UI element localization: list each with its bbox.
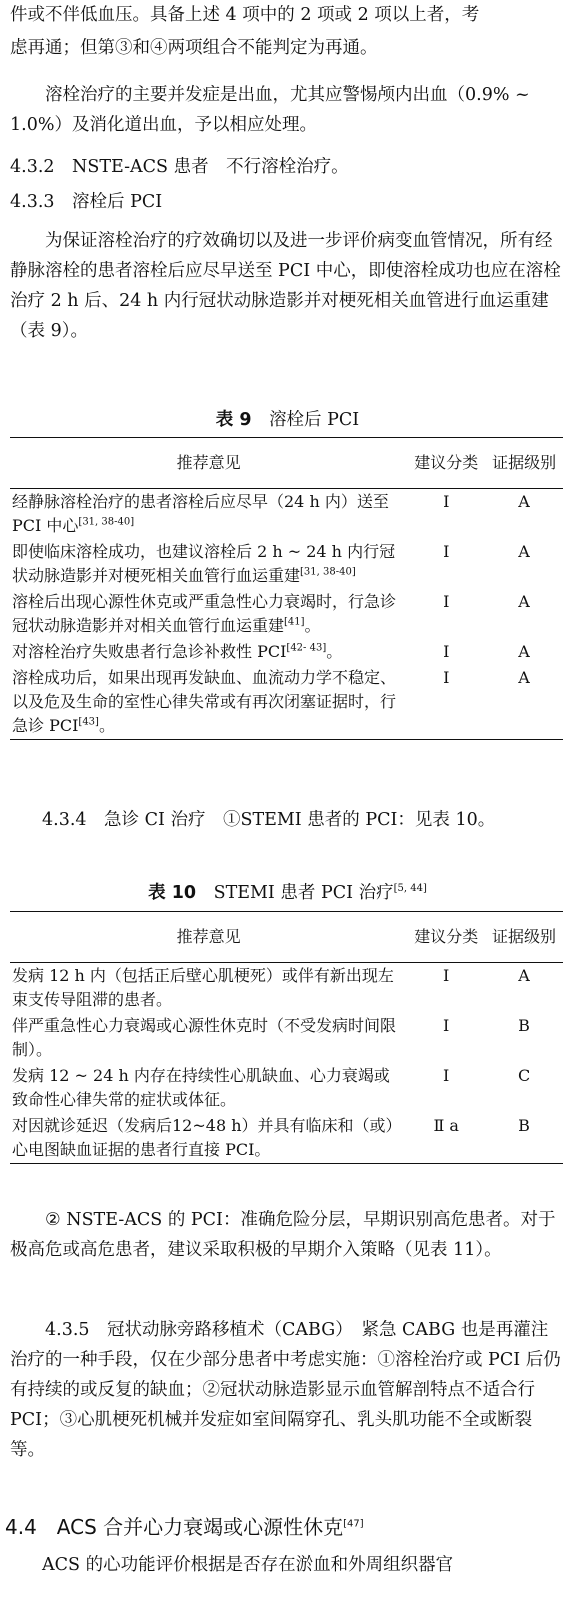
table-10-header-recommendation: 推荐意见 [10, 912, 407, 963]
table-9-cell-class: I [407, 665, 485, 740]
table-9-cell-class: I [443, 592, 450, 611]
table-row [10, 589, 563, 639]
table-10-cell-class: Ⅱ a [407, 1113, 485, 1164]
table-9-cell-recommendation: 对溶栓治疗失败患者行急诊补救性 PCI[42- 43]。 [12, 642, 343, 661]
table-row [10, 1063, 563, 1113]
table-9-title: 溶栓后 PCI [269, 410, 360, 430]
table-9-cell-recommendation: 经静脉溶栓治疗的患者溶栓后应尽早（24 h 内）送至 PCI 中心[31, 38-40] [12, 492, 389, 535]
table-9-cell-class: I [443, 542, 450, 561]
table-10-caption [0, 878, 575, 908]
table-9-cell-recommendation: 溶栓后出现心源性休克或严重急性心力衰竭时，行急诊冠状动脉造影并对相关血管行血运重建[41]。 [12, 592, 397, 635]
table-10-cell-class: I [443, 1066, 450, 1085]
table-row [10, 665, 563, 740]
table-10-cell-class: I [443, 1016, 450, 1035]
table-10-label: 表 10 [148, 883, 197, 903]
table-10-cell-recommendation: 伴严重急性心力衰竭或心源性休克时（不受发病时间限制）。 [12, 1016, 397, 1059]
last-line: ACS 的心功能评价根据是否存在淤血和外周组织器官 [42, 1555, 454, 1575]
table-9-caption [0, 405, 575, 435]
table-row [10, 489, 563, 540]
table-9-header-level: 证据级别 [485, 438, 563, 489]
table-9-cell-level: A [518, 542, 530, 561]
table-10-cell-level: A [518, 966, 530, 985]
table-row [10, 963, 563, 1014]
table-9 [10, 437, 563, 740]
table-9-cell-level: A [518, 592, 530, 611]
table-9-cell-level: A [518, 642, 530, 661]
table-9-cell-level: A [485, 665, 563, 740]
table-10-cell-level: C [517, 1066, 531, 1085]
section-4-3-5-paragraph: 4.3.5 冠状动脉旁路移植术（CABG） 紧急 CABG 也是再灌注治疗的一种手段，仅在少部分患者中考虑实施：①溶栓治疗或 PCI 后仍有持续的或反复的缺血；②冠状动脉造影显示血管解剖特点不适合行 PCI；③心肌梗死机械并发症如室间隔穿孔、乳头肌功能不全或断裂等。 [10, 1320, 561, 1460]
section-4-3-3-heading: 4.3.3 溶栓后 PCI [10, 192, 163, 212]
table-row [10, 1013, 563, 1063]
table-row [10, 1113, 563, 1164]
section-4-3-4: 4.3.4 急诊 CI 治疗 ①STEMI 患者的 PCI：见表 10。 [42, 810, 496, 830]
table-9-header-recommendation: 推荐意见 [10, 438, 407, 489]
table-10-cell-recommendation: 发病 12 h 内（包括正后壁心肌梗死）或伴有新出现左束支传导阻滞的患者。 [12, 966, 394, 1009]
table-10-title: STEMI 患者 PCI 治疗 [213, 883, 394, 903]
table-row [10, 639, 563, 665]
table-row [10, 539, 563, 589]
table-10-cell-level: B [518, 1016, 530, 1035]
table-10-header-class: 建议分类 [407, 912, 485, 963]
complication-paragraph: 溶栓治疗的主要并发症是出血，尤其应警惕颅内出血（0.9% ~ 1.0%）及消化道出血，予以相应处理。 [10, 85, 530, 135]
table-10-header-level: 证据级别 [485, 912, 563, 963]
table-10 [10, 911, 563, 1164]
table-10-ref: [5, 44] [393, 883, 427, 895]
table-9-cell-class: I [443, 492, 450, 511]
intro-line-2: 虑再通；但第③和④两项组合不能判定为再通。 [10, 38, 378, 58]
table-9-cell-recommendation: 即使临床溶栓成功，也建议溶栓后 2 h ~ 24 h 内行冠状动脉造影并对梗死相关血管行血运重建[31, 38-40] [12, 542, 396, 585]
table-9-label: 表 9 [215, 410, 252, 430]
table-10-cell-recommendation: 发病 12 ~ 24 h 内存在持续性心肌缺血、心力衰竭或致命性心律失常的症状或体征。 [12, 1066, 390, 1109]
section-4-3-2: 4.3.2 NSTE-ACS 患者 不行溶栓治疗。 [10, 157, 349, 177]
section-4-4-heading: 4.4 ACS 合并心力衰竭或心源性休克[47] [5, 1515, 364, 1539]
table-9-cell-level: A [518, 492, 530, 511]
section-4-4-ref: [47] [343, 1518, 364, 1530]
intro-line-1: 件或不伴低血压。具备上述 4 项中的 2 项或 2 项以上者，考 [10, 5, 480, 25]
table-10-cell-class: I [443, 966, 450, 985]
section-4-3-3-paragraph: 为保证溶栓治疗的疗效确切以及进一步评价病变血管情况，所有经静脉溶栓的患者溶栓后应尽早送至 PCI 中心，即使溶栓成功也应在溶栓治疗 2 h 后、24 h 内行冠状动脉造影并对梗死相关血管进行血运重建（表 9）。 [10, 231, 561, 341]
table-9-header-class: 建议分类 [407, 438, 485, 489]
table-9-cell-class: I [443, 642, 450, 661]
table-9-cell-recommendation: 溶栓成功后，如果出现再发缺血、血流动力学不稳定、以及危及生命的室性心律失常或有再次闭塞证据时，行急诊 PCI[43]。 [10, 665, 407, 740]
nste-acs-pci-paragraph: ② NSTE-ACS 的 PCI：准确危险分层，早期识别高危患者。对于极高危或高危患者，建议采取积极的早期介入策略（见表 11）。 [10, 1210, 556, 1260]
table-10-cell-level: B [485, 1113, 563, 1164]
table-10-cell-recommendation: 对因就诊延迟（发病后12~48 h）并具有临床和（或）心电图缺血证据的患者行直接 PCI。 [10, 1113, 407, 1164]
